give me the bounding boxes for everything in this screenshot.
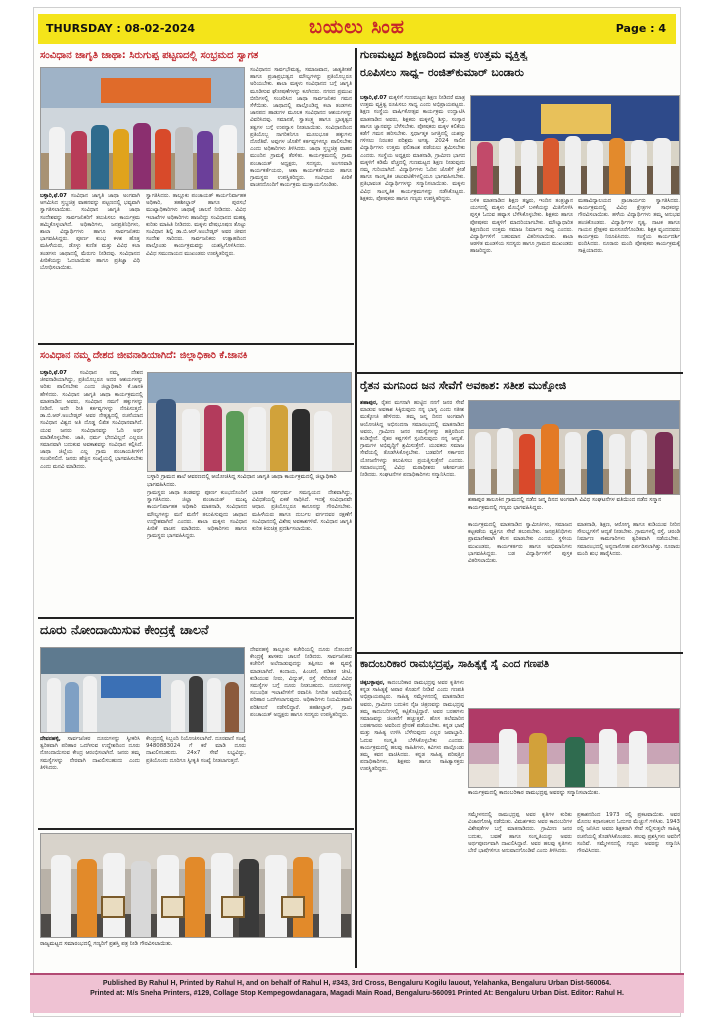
article-5-text-col-3: ದೇವನಹಳ್ಳಿ ತಾಲ್ಲೂಕು ಕಚೇರಿಯಲ್ಲಿ ದೂರು ನೋಂದಣಿ ಕೇಂದ್ರಕ್ಕೆ ಶಾಸಕರು ಚಾಲನೆ ನೀಡಿದರು. ಸಾರ್ವಜನಿಕರು ಕಚೇರಿಗೆ ಅಲೆದಾಡುವುದನ್ನು ತಪ್ಪಿಸಲು ಈ ವ್ಯವಸ್ಥೆ ಮಾಡಲಾಗಿದೆ. ಕಂದಾಯ, ಪಿಂಚಣಿ, ಪಡಿತರ ಚೀಟಿ, ಕುಡಿಯುವ ನೀರು, ವಿದ್ಯುತ್, ರಸ್ತೆ ಸೇರಿದಂತೆ ವಿವಿಧ ಸಮಸ್ಯೆಗಳ ಬಗ್ಗೆ ದೂರು ನೀಡಬಹುದು. ದೂರುಗಳನ್ನು ಸಂಬಂಧಿತ ಇಲಾಖೆಗಳಿಗೆ ರವಾನಿಸಿ ನಿಗದಿತ ಅವಧಿಯಲ್ಲಿ ಪರಿಹಾರ ಒದಗಿಸಲಾಗುವುದು. ಅಧಿಕಾರಿಗಳು ನಿಯಮಿತವಾಗಿ ಪರಿಶೀಲನೆ ನಡೆಸಲಿದ್ದಾರೆ. ತಹಶೀಲ್ದಾರ್, ಗ್ರಾಮ ಪಂಚಾಯತ್ ಅಧ್ಯಕ್ಷರು ಹಾಗೂ ಸದಸ್ಯರು ಉಪಸ್ಥಿತರಿದ್ದರು.	[250, 647, 352, 718]
article-4-photo-caption: ಶಹಾಪುರ ತಾಲೂಕಿನ ಗ್ರಾಮದಲ್ಲಿ ನಡೆದ ಜನ್ಮ ದಿನದ ಅಂಗವಾಗಿ ವಿವಿಧ ಸಂಘಟನೆಗಳ ವತಿಯಿಂದ ನಡೆದ ಸನ್ಮಾನ ಕಾರ್ಯಕ್ರಮದಲ್ಲಿ ಗಣ್ಯರು ಭಾಗವಹಿಸಿದ್ದರು.	[468, 497, 662, 511]
article-2-photo	[470, 95, 680, 195]
article-7-photo-caption: ರಾಜ್ಯಮಟ್ಟದ ಸಮಾರಂಭದಲ್ಲಿ ಗಣ್ಯರಿಗೆ ಪ್ರಶಸ್ತಿ ಪತ್ರ ನೀಡಿ ಗೌರವಿಸಲಾಯಿತು.	[40, 941, 173, 947]
article-1-text-col-2: ಸ್ವಾಗತಿಸಿದರು. ತಾಲ್ಲೂಕು ಪಂಚಾಯತ್ ಕಾರ್ಯನಿರ್ವಾಹಕ ಅಧಿಕಾರಿ, ತಹಶೀಲ್ದಾರ್ ಹಾಗೂ ಪುರಸಭೆ ಮುಖ್ಯಾಧಿಕಾರಿಗಳು ಜಾಥಾಕ್ಕೆ ಚಾಲನೆ ನೀಡಿದರು. ವಿವಿಧ ಇಲಾಖೆಗಳ ಅಧಿಕಾರಿಗಳು ಹಾಜರಿದ್ದು ಸಂವಿಧಾನದ ಮಹತ್ವ ಕುರಿತು ಮಾಹಿತಿ ನೀಡಿದರು. ಮಕ್ಕಳು ವೇಷಭೂಷಣ ತೊಟ್ಟು ಸಂವಿಧಾನ ಶಿಲ್ಪಿ ಡಾ.ಬಿ.ಆರ್.ಅಂಬೇಡ್ಕರ್ ಅವರ ಜೀವನ ಸಂದೇಶ ಸಾರಿದರು. ಸಾರ್ವಜನಿಕರು ಉತ್ಸಾಹದಿಂದ ಪಾಲ್ಗೊಂಡು ಕಾರ್ಯಕ್ರಮವನ್ನು ಯಶಸ್ವಿಗೊಳಿಸಿದರು. ವಿವಿಧ ಸಮುದಾಯದ ಮುಖಂಡರು ಉಪಸ್ಥಿತರಿದ್ದರು.	[146, 193, 246, 257]
article-6-text-col-2: ಸಮ್ಮೇಳನದಲ್ಲಿ ರಾಮಭದ್ರಪ್ಪ ಅವರ ಕೃತಿಗಳ ಕುರಿತು ವಿಚಾರಗೋಷ್ಠಿ ನಡೆಯಿತು. ವಿಮರ್ಶಕರು ಅವರ ಕಾದಂಬರಿಗಳ ವಿಶೇಷತೆಗಳ ಬಗ್ಗೆ ಮಾತನಾಡಿದರು. ಗ್ರಾಮೀಣ ಜನರ ಬದುಕು, ಬವಣೆ ಹಾಗೂ ಸಂಸ್ಕೃತಿಯನ್ನು ಅವರು ಅರ್ಥಪೂರ್ಣವಾಗಿ ದಾಖಲಿಸಿದ್ದಾರೆ. ಅವರ ಹಲವು ಕೃತಿಗಳು ಬೇರೆ ಭಾಷೆಗಳಿಗೂ ಅನುವಾದಗೊಂಡಿವೆ ಎಂದು ತಿಳಿಸಿದರು.	[468, 812, 572, 855]
article-5-photo	[40, 647, 245, 733]
masthead	[38, 14, 676, 44]
article-4-text-col-2: ಕಾರ್ಯಕ್ರಮದಲ್ಲಿ ಮಾತನಾಡಿದ ಸ್ವಾಮೀಜಿಗಳು, ಸಮಾಜದ ಕಟ್ಟಕಡೆಯ ವ್ಯಕ್ತಿಗೂ ಸೇವೆ ತಲುಪಬೇಕು. ಜನಪ್ರತಿನಿಧಿಗಳು ಪ್ರಾಮಾಣಿಕವಾಗಿ ಕೆಲಸ ಮಾಡಬೇಕು ಎಂದರು. ಸ್ಥಳೀಯ ಮುಖಂಡರು, ಕಾರ್ಯಕರ್ತರು ಹಾಗೂ ಅಭಿಮಾನಿಗಳು ಭಾಗವಹಿಸಿದ್ದರು. ಬಡ ವಿದ್ಯಾರ್ಥಿಗಳಿಗೆ ಪುಸ್ತಕ ವಿತರಿಸಲಾಯಿತು.	[468, 522, 572, 565]
article-2-text-col-1: ಬಳ್ಳಾರಿ,ಫೆ.07 ಮಕ್ಕಳಿಗೆ ಗುಣಮಟ್ಟದ ಶಿಕ್ಷಣ ನೀಡಿದರೆ ಮಾತ್ರ ಉತ್ತಮ ವ್ಯಕ್ತಿತ್ವ ರೂಪಿಸಲು ಸಾಧ್ಯ ಎಂದು ಅಭಿಪ್ರಾಯಪಟ್ಟರು. ಶಿಕ್ಷಣ ಸಂಸ್ಥೆಯ ವಾರ್ಷಿಕೋತ್ಸವ ಕಾರ್ಯಕ್ರಮ ಉದ್ಘಾಟಿಸಿ ಮಾತನಾಡಿದ ಅವರು, ಶಿಕ್ಷಕರು ಮಕ್ಕಳಲ್ಲಿ ಶಿಸ್ತು, ಸಂಸ್ಕಾರ ಹಾಗೂ ಜ್ಞಾನವನ್ನು ಬೆಳೆಸಬೇಕು. ಪೋಷಕರು ಮಕ್ಕಳ ಕಲಿಕೆಯ ಕಡೆಗೆ ಗಮನ ಹರಿಸಬೇಕು. ಸ್ಪರ್ಧಾತ್ಮಕ ಜಗತ್ತಿನಲ್ಲಿ ಯಶಸ್ಸು ಗಳಿಸಲು ನಿರಂತರ ಪರಿಶ್ರಮ ಅಗತ್ಯ. 2024 ಸಾಲಿನ ವಿದ್ಯಾರ್ಥಿಗಳು ಉತ್ತಮ ಫಲಿತಾಂಶ ಪಡೆಯಲು ಶ್ರಮಿಸಬೇಕು ಎಂದರು. ಸಂಸ್ಥೆಯ ಅಧ್ಯಕ್ಷರು ಮಾತನಾಡಿ, ಗ್ರಾಮೀಣ ಭಾಗದ ಮಕ್ಕಳಿಗೆ ಕಡಿಮೆ ವೆಚ್ಚದಲ್ಲಿ ಗುಣಮಟ್ಟದ ಶಿಕ್ಷಣ ನೀಡುವುದು ನಮ್ಮ ಗುರಿಯಾಗಿದೆ. ವಿದ್ಯಾರ್ಥಿಗಳು ಓದಿನ ಜೊತೆಗೆ ಕ್ರೀಡೆ ಹಾಗೂ ಸಾಂಸ್ಕೃತಿಕ ಚಟುವಟಿಕೆಗಳಲ್ಲಿಯೂ ಭಾಗವಹಿಸಬೇಕು. ಪ್ರತಿಭಾವಂತ ವಿದ್ಯಾರ್ಥಿಗಳನ್ನು ಸನ್ಮಾನಿಸಲಾಯಿತು. ಮಕ್ಕಳು ವಿವಿಧ ಸಾಂಸ್ಕೃತಿಕ ಕಾರ್ಯಕ್ರಮಗಳನ್ನು ನಡೆಸಿಕೊಟ್ಟರು. ಶಿಕ್ಷಕರು, ಪೋಷಕರು ಹಾಗೂ ಗಣ್ಯರು ಉಪಸ್ಥಿತರಿದ್ದರು.	[360, 95, 465, 202]
article-4-text-col-1: ಶಹಾಪುರ, ರೈತನ ಮಗನಾಗಿ ಹುಟ್ಟಿದ ನನಗೆ ಜನರ ಸೇವೆ ಮಾಡುವ ಅವಕಾಶ ಸಿಕ್ಕಿರುವುದು ನನ್ನ ಭಾಗ್ಯ ಎಂದು ಸತೀಶ ಮುಕ್ಕೋಜಿ ಹೇಳಿದರು. ತಮ್ಮ ಜನ್ಮ ದಿನದ ಅಂಗವಾಗಿ ಆಯೋಜಿಸಿದ್ದ ಅಭಿನಂದನಾ ಸಮಾರಂಭದಲ್ಲಿ ಮಾತನಾಡಿದ ಅವರು, ಗ್ರಾಮೀಣ ಜನರ ಸಮಸ್ಯೆಗಳನ್ನು ಹತ್ತಿರದಿಂದ ಕಂಡಿದ್ದೇನೆ. ರೈತರ ಕಷ್ಟಗಳಿಗೆ ಸ್ಪಂದಿಸುವುದು ನನ್ನ ಆದ್ಯತೆ. ಗ್ರಾಮಗಳ ಅಭಿವೃದ್ಧಿಗೆ ಶ್ರಮಿಸುತ್ತೇನೆ. ಯುವಕರು ಸಮಾಜ ಸೇವೆಯಲ್ಲಿ ತೊಡಗಿಸಿಕೊಳ್ಳಬೇಕು. ಬಡವರಿಗೆ ಸರ್ಕಾರದ ಯೋಜನೆಗಳನ್ನು ತಲುಪಿಸಲು ಪ್ರಯತ್ನಿಸುತ್ತೇನೆ ಎಂದರು. ಸಮಾರಂಭದಲ್ಲಿ ವಿವಿಧ ಮಠಾಧೀಶರು ಆಶೀರ್ವಚನ ನೀಡಿದರು. ಸಂಘಟನೆಗಳ ಪದಾಧಿಕಾರಿಗಳು ಸನ್ಮಾನಿಸಿದರು.	[360, 400, 464, 479]
article-2-headline-line-2: ರೂಪಿಸಲು ಸಾಧ್ಯ– ರಂಜಿತ್‌ಕುಮಾರ್ ಬಂಡಾರು	[360, 66, 524, 79]
section-divider	[38, 828, 354, 830]
section-divider	[38, 343, 354, 345]
article-4-photo	[468, 400, 680, 495]
article-6-headline: ಕಾದಂಬರಿಕಾರ ರಾಮಭದ್ರಪ್ಪ, ಸಾಹಿತ್ಯಕ್ಕೆ ಸೈ ಎಂದ ಗಣಪತಿ	[360, 658, 549, 670]
article-4-text-col-3: ಮಾತನಾಡಿ, ಶಿಕ್ಷಣ, ಆರೋಗ್ಯ ಹಾಗೂ ಕುಡಿಯುವ ನೀರಿನ ಸೌಲಭ್ಯಗಳಿಗೆ ಆದ್ಯತೆ ನೀಡಬೇಕು. ಗ್ರಾಮಗಳಲ್ಲಿ ರಸ್ತೆ, ಚರಂಡಿ ನಿರ್ಮಾಣ ಕಾಮಗಾರಿಗಳು ತ್ವರಿತವಾಗಿ ನಡೆಯಬೇಕು. ಸಮಾರಂಭದಲ್ಲಿ ಅನ್ನದಾಸೋಹ ಏರ್ಪಡಿಸಲಾಗಿತ್ತು. ನೂರಾರು ಮಂದಿ ಶುಭ ಹಾರೈಸಿದರು.	[577, 522, 680, 557]
article-2-text-col-3: ಮಹಾವಿದ್ಯಾಲಯದ ಪ್ರಾಚಾರ್ಯರು ಸ್ವಾಗತಿಸಿದರು. ಕಾರ್ಯಕ್ರಮದಲ್ಲಿ ವಿವಿಧ ಕ್ಷೇತ್ರಗಳ ಸಾಧಕರನ್ನು ಗೌರವಿಸಲಾಯಿತು. ಹಳೆಯ ವಿದ್ಯಾರ್ಥಿಗಳು ತಮ್ಮ ಅನುಭವ ಹಂಚಿಕೊಂಡರು. ವಿದ್ಯಾರ್ಥಿಗಳ ನೃತ್ಯ, ನಾಟಕ ಹಾಗೂ ಗಾಯನ ಪ್ರೇಕ್ಷಕರ ಮನಸೂರೆಗೊಂಡಿತು. ಶಿಕ್ಷಕ ವೃಂದದವರು ಕಾರ್ಯಕ್ರಮ ನಿರೂಪಿಸಿದರು. ಸಂಸ್ಥೆಯ ಕಾರ್ಯದರ್ಶಿ ವಂದಿಸಿದರು. ನೂರಾರು ಮಂದಿ ಪೋಷಕರು ಕಾರ್ಯಕ್ರಮಕ್ಕೆ ಸಾಕ್ಷಿಯಾದರು.	[578, 198, 680, 255]
column-divider	[355, 48, 357, 968]
imprint-footer	[30, 973, 684, 1013]
article-7-photo	[40, 833, 352, 938]
article-6-text-col-3: ಪ್ರಕಾಶನದಿಂದ 1973 ರಲ್ಲಿ ಪ್ರಕಟವಾಯಿತು. ಅವರ ಮೊದಲ ಕಥಾಸಂಕಲನ ಓದುಗರ ಮೆಚ್ಚುಗೆ ಗಳಿಸಿತು. 1943 ರಲ್ಲಿ ಜನಿಸಿದ ಅವರು ಶಿಕ್ಷಕರಾಗಿ ಸೇವೆ ಸಲ್ಲಿಸುತ್ತಲೇ ಸಾಹಿತ್ಯ ರಚನೆಯಲ್ಲಿ ತೊಡಗಿಸಿಕೊಂಡರು. ಹಲವು ಪ್ರಶಸ್ತಿಗಳು ಅವರಿಗೆ ಸಂದಿವೆ. ಸಮ್ಮೇಳನದಲ್ಲಿ ಗಣ್ಯರು ಅವರನ್ನು ಸನ್ಮಾನಿಸಿ ಗೌರವಿಸಿದರು.	[577, 812, 680, 855]
article-4-dateline: ಶಹಾಪುರ,	[360, 400, 378, 406]
article-1-text-col-3: ಸಂವಿಧಾನದ ಸಾರ್ವಭೌಮತ್ವ, ಸಮಾಜವಾದ, ಜಾತ್ಯತೀತತೆ ಹಾಗೂ ಪ್ರಜಾಪ್ರಭುತ್ವದ ಮೌಲ್ಯಗಳನ್ನು ಪ್ರತಿಯೊಬ್ಬರೂ ಅರಿಯಬೇಕು. ಶಾಲಾ ಮಕ್ಕಳು ಸಂವಿಧಾನದ ಬಗ್ಗೆ ಜಾಗೃತಿ ಮೂಡಿಸುವ ಘೋಷಣೆಗಳನ್ನು ಕೂಗಿದರು. ನಗರದ ಪ್ರಮುಖ ಬೀದಿಗಳಲ್ಲಿ ಸಂಚರಿಸಿದ ಜಾಥಾ ಸಾರ್ವಜನಿಕರ ಗಮನ ಸೆಳೆಯಿತು. ಜಾಥಾದಲ್ಲಿ ಪಾಲ್ಗೊಂಡಿದ್ದ ಕಲಾ ತಂಡಗಳು ಜಾನಪದ ಹಾಡುಗಳ ಮೂಲಕ ಸಂವಿಧಾನದ ಆಶಯಗಳನ್ನು ವಿವರಿಸಿದವು. ಸಮಾನತೆ, ಸ್ವಾತಂತ್ರ್ಯ ಹಾಗೂ ಭ್ರಾತೃತ್ವದ ತತ್ವಗಳ ಬಗ್ಗೆ ಉಪನ್ಯಾಸ ನೀಡಲಾಯಿತು. ಸಂವಿಧಾನದಿಂದ ಪ್ರತಿಯೊಬ್ಬ ನಾಗರಿಕನಿಗೂ ಮೂಲಭೂತ ಹಕ್ಕುಗಳು ದೊರೆತಿವೆ. ಅವುಗಳ ಜೊತೆಗೆ ಕರ್ತವ್ಯಗಳನ್ನೂ ಪಾಲಿಸಬೇಕು ಎಂದು ಅಧಿಕಾರಿಗಳು ತಿಳಿಸಿದರು. ಜಾಥಾ ಸ್ತಬ್ಧಚಿತ್ರ ವಾಹನ ಮುಂದಿನ ಗ್ರಾಮಕ್ಕೆ ತೆರಳಿತು. ಕಾರ್ಯಕ್ರಮದಲ್ಲಿ ಗ್ರಾಮ ಪಂಚಾಯತ್ ಅಧ್ಯಕ್ಷರು, ಸದಸ್ಯರು, ಅಂಗನವಾಡಿ ಕಾರ್ಯಕರ್ತೆಯರು, ಆಶಾ ಕಾರ್ಯಕರ್ತೆಯರು ಹಾಗೂ ಗ್ರಾಮಸ್ಥರು ಉಪಸ್ಥಿತರಿದ್ದರು. ಸಂವಿಧಾನ ಪೀಠಿಕೆ ವಾಚನದೊಂದಿಗೆ ಕಾರ್ಯಕ್ರಮ ಮುಕ್ತಾಯಗೊಂಡಿತು.	[250, 67, 352, 189]
article-6-dateline: ಚಿಕ್ಕಬಳ್ಳಾಪುರ,	[360, 680, 385, 686]
imprint-line-2: Printed at: M/s Sneha Printers, #129, Collage Stop Kempegowdanagara, Magadi Main Road, Bengaluru-560091 Printed At: Bengaluru Urban Dist. Editor: Rahul H.	[90, 990, 624, 997]
article-6-photo	[468, 708, 680, 788]
article-3-headline: ಸಂವಿಧಾನ ನಮ್ಮ ದೇಶದ ಜೀವನಾಡಿಯಾಗಿದೆ: ಜಿಲ್ಲಾಧಿಕಾರಿ ಕೆ.ಜಾನಕಿ	[40, 350, 248, 361]
article-2-headline-line-1: ಗುಣಮಟ್ಟದ ಶಿಕ್ಷಣದಿಂದ ಮಾತ್ರ ಉತ್ತಮ ವ್ಯಕ್ತಿತ್ವ	[360, 48, 528, 61]
article-5-headline: ದೂರು ನೋಂದಾಯಿಸುವ ಕೇಂದ್ರಕ್ಕೆ ಚಾಲನೆ	[40, 622, 209, 637]
issue-date: THURSDAY : 08-02-2024	[46, 22, 196, 35]
article-3-text-col-1: ಬಳ್ಳಾರಿ,ಫೆ.07 ಸಂವಿಧಾನ ನಮ್ಮ ದೇಶದ ಜೀವನಾಡಿಯಾಗಿದ್ದು, ಪ್ರತಿಯೊಬ್ಬರೂ ಅದರ ಆಶಯಗಳನ್ನು ಅರಿತು ಪಾಲಿಸಬೇಕು ಎಂದು ಜಿಲ್ಲಾಧಿಕಾರಿ ಕೆ.ಜಾನಕಿ ಹೇಳಿದರು. ಸಂವಿಧಾನ ಜಾಗೃತಿ ಜಾಥಾ ಕಾರ್ಯಕ್ರಮದಲ್ಲಿ ಮಾತನಾಡಿದ ಅವರು, ಸಂವಿಧಾನ ನಮಗೆ ಹಕ್ಕುಗಳನ್ನು ನೀಡಿದೆ. ಅದೇ ರೀತಿ ಕರ್ತವ್ಯಗಳನ್ನು ನೆನಪಿಸುತ್ತದೆ. ಡಾ.ಬಿ.ಆರ್.ಅಂಬೇಡ್ಕರ್ ಅವರ ನೇತೃತ್ವದಲ್ಲಿ ರಚನೆಯಾದ ಸಂವಿಧಾನ ವಿಶ್ವದ ಅತಿ ದೊಡ್ಡ ಲಿಖಿತ ಸಂವಿಧಾನವಾಗಿದೆ. ಯುವ ಜನರು ಸಂವಿಧಾನವನ್ನು ಓದಿ ಅರ್ಥ ಮಾಡಿಕೊಳ್ಳಬೇಕು. ಜಾತಿ, ಧರ್ಮ ಭೇದವಿಲ್ಲದೆ ಎಲ್ಲರೂ ಸಮಾನವಾಗಿ ಬದುಕುವ ಅವಕಾಶವನ್ನು ಸಂವಿಧಾನ ಕಲ್ಪಿಸಿದೆ. ಜಾಥಾ ಜಿಲ್ಲೆಯ ಎಲ್ಲ ಗ್ರಾಮ ಪಂಚಾಯತಿಗಳಿಗೆ ಸಂಚರಿಸಲಿದೆ. ಜನರು ಹೆಚ್ಚಿನ ಸಂಖ್ಯೆಯಲ್ಲಿ ಭಾಗವಹಿಸಬೇಕು ಎಂದು ಮನವಿ ಮಾಡಿದರು.	[40, 370, 143, 470]
article-5-dateline: ದೇವನಹಳ್ಳಿ,	[40, 736, 61, 742]
article-3-text-col-3: ಭಾರತ ಸರ್ವಧರ್ಮ ಸಮನ್ವಯದ ದೇಶವಾಗಿದ್ದು, ವಿವಿಧತೆಯಲ್ಲಿ ಏಕತೆ ಸಾಧಿಸಿದೆ. ಇದಕ್ಕೆ ಸಂವಿಧಾನವೇ ಆಧಾರ. ಪ್ರತಿಯೊಬ್ಬರೂ ಕಾನೂನನ್ನು ಗೌರವಿಸಬೇಕು. ಮಹಿಳೆಯರು ಹಾಗೂ ದುರ್ಬಲ ವರ್ಗದವರ ರಕ್ಷಣೆಗೆ ಸಂವಿಧಾನದಲ್ಲಿ ವಿಶೇಷ ಅವಕಾಶಗಳಿವೆ. ಸಂವಿಧಾನ ಜಾಗೃತಿ ಕುರಿತ ಕಿರುಚಿತ್ರ ಪ್ರದರ್ಶಿಸಲಾಯಿತು.	[252, 490, 352, 533]
article-1-dateline: ಬಳ್ಳಾರಿ,ಫೆ.07	[40, 193, 67, 199]
article-1-photo	[40, 67, 245, 190]
article-2-text-col-2: ಬಳಿಕ ಮಾತನಾಡಿದ ಶಿಕ್ಷಣ ತಜ್ಞರು, ಇಂದಿನ ತಂತ್ರಜ್ಞಾನ ಯುಗದಲ್ಲಿ ಮಕ್ಕಳು ಮೊಬೈಲ್ ಬಳಕೆಯನ್ನು ಮಿತಿಗೊಳಿಸಿ ಪುಸ್ತಕ ಓದುವ ಹವ್ಯಾಸ ಬೆಳೆಸಿಕೊಳ್ಳಬೇಕು. ಶಿಕ್ಷಕರು ಹಾಗೂ ಪೋಷಕರು ಮಕ್ಕಳಿಗೆ ಮಾದರಿಯಾಗಬೇಕು. ಮೌಲ್ಯಾಧಾರಿತ ಶಿಕ್ಷಣದಿಂದ ಉತ್ತಮ ಸಮಾಜ ನಿರ್ಮಾಣ ಸಾಧ್ಯ ಎಂದರು. ವಿದ್ಯಾರ್ಥಿಗಳಿಗೆ ಬಹುಮಾನ ವಿತರಿಸಲಾಯಿತು. ಶಾಲಾ ಆಡಳಿತ ಮಂಡಳಿಯ ಸದಸ್ಯರು ಹಾಗೂ ಗ್ರಾಮದ ಮುಖಂಡರು ಹಾಜರಿದ್ದರು.	[470, 198, 573, 255]
article-3-dateline: ಬಳ್ಳಾರಿ,ಫೆ.07	[40, 370, 67, 376]
article-1-text-col-1: ಬಳ್ಳಾರಿ,ಫೆ.07 ಸಂವಿಧಾನ ಜಾಗೃತಿ ಜಾಥಾ ಅಂಗವಾಗಿ ಆಗಮಿಸಿದ ಸ್ತಬ್ಧಚಿತ್ರ ವಾಹನವನ್ನು ಪಟ್ಟಣದಲ್ಲಿ ಭವ್ಯವಾಗಿ ಸ್ವಾಗತಿಸಲಾಯಿತು. ಸಂವಿಧಾನ ಜಾಗೃತಿ ಜಾಥಾ ಸಂದೇಶವನ್ನು ಸಾರ್ವಜನಿಕರಿಗೆ ತಲುಪಿಸಲು ಕಾರ್ಯಕ್ರಮ ಹಮ್ಮಿಕೊಳ್ಳಲಾಗಿದೆ. ಅಧಿಕಾರಿಗಳು, ಜನಪ್ರತಿನಿಧಿಗಳು, ಶಾಲಾ ವಿದ್ಯಾರ್ಥಿಗಳು ಹಾಗೂ ಸಾರ್ವಜನಿಕರು ಭಾಗವಹಿಸಿದ್ದರು. ಪೂರ್ಣ ಕುಂಭ ಕಳಶ ಹೊತ್ತ ಮಹಿಳೆಯರು, ಡೊಳ್ಳು ಕುಣಿತ ಮತ್ತು ವಿವಿಧ ಕಲಾ ತಂಡಗಳು ಜಾಥಾದಲ್ಲಿ ಮೆರುಗು ನೀಡಿದವು. ಸಂವಿಧಾನದ ಪೀಠಿಕೆಯನ್ನು ಓದಲಾಯಿತು ಹಾಗೂ ಪ್ರತಿಜ್ಞಾ ವಿಧಿ ಬೋಧಿಸಲಾಯಿತು.	[40, 193, 140, 272]
article-6-photo-caption: ಕಾರ್ಯಕ್ರಮದಲ್ಲಿ ಕಾದಂಬರಿಕಾರ ರಾಮಭದ್ರಪ್ಪ ಅವರನ್ನು ಸನ್ಮಾನಿಸಲಾಯಿತು.	[468, 790, 601, 796]
article-1-headline: ಸಂವಿಧಾನ ಜಾಗೃತಿ ಜಾಥಾ: ಸಿರುಗುಪ್ಪ ಪಟ್ಟಣದಲ್ಲಿ ಸಂಭ್ರಮದ ಸ್ವಾಗತ	[40, 50, 259, 61]
article-5-text-col-1: ದೇವನಹಳ್ಳಿ, ಸಾರ್ವಜನಿಕರ ದೂರುಗಳನ್ನು ಸ್ವೀಕರಿಸಿ ತ್ವರಿತವಾಗಿ ಪರಿಹಾರ ಒದಗಿಸುವ ಉದ್ದೇಶದಿಂದ ದೂರು ನೋಂದಾಯಿಸುವ ಕೇಂದ್ರ ಆರಂಭಿಸಲಾಗಿದೆ. ಜನರು ತಮ್ಮ ಸಮಸ್ಯೆಗಳನ್ನು ನೇರವಾಗಿ ದಾಖಲಿಸಬಹುದು ಎಂದು ತಿಳಿಸಿದರು.	[40, 736, 140, 771]
newspaper-title: ಬಯಲು ಸಿಂಹ	[309, 16, 405, 38]
section-divider	[357, 372, 683, 374]
article-3-photo	[147, 372, 352, 472]
section-divider	[38, 617, 354, 619]
page-number: Page : 4	[615, 22, 666, 35]
article-4-headline: ರೈತನ ಮಗನಿಂದ ಜನ ಸೇವೆಗೆ ಅವಕಾಶ: ಸತೀಶ ಮುಕ್ಕೋಜಿ	[360, 379, 567, 392]
article-2-dateline: ಬಳ್ಳಾರಿ,ಫೆ.07	[360, 95, 387, 101]
section-divider	[357, 652, 683, 654]
article-3-photo-caption: ಬಳ್ಳಾರಿ ಗ್ರಾಮದ ಶಾಲೆ ಆವರಣದಲ್ಲಿ ಆಯೋಜಿಸಿದ್ದ ಸಂವಿಧಾನ ಜಾಗೃತಿ ಜಾಥಾ ಕಾರ್ಯಕ್ರಮದಲ್ಲಿ ಜಿಲ್ಲಾಧಿಕಾರಿ ಭಾಗವಹಿಸಿದರು.	[147, 474, 337, 488]
article-3-text-col-2: ಗ್ರಾಮಸ್ಥರು ಜಾಥಾ ತಂಡವನ್ನು ಪೂರ್ಣ ಕುಂಭದೊಂದಿಗೆ ಸ್ವಾಗತಿಸಿದರು. ಜಿಲ್ಲಾ ಪಂಚಾಯತ್ ಮುಖ್ಯ ಕಾರ್ಯನಿರ್ವಾಹಕ ಅಧಿಕಾರಿ ಮಾತನಾಡಿ, ಸಂವಿಧಾನದ ಮೌಲ್ಯಗಳನ್ನು ಮನೆ ಮನೆಗೆ ತಲುಪಿಸುವುದು ಜಾಥಾದ ಉದ್ದೇಶವಾಗಿದೆ ಎಂದರು. ಶಾಲಾ ಮಕ್ಕಳು ಸಂವಿಧಾನ ಪೀಠಿಕೆ ವಾಚನ ಮಾಡಿದರು. ಅಧಿಕಾರಿಗಳು ಹಾಗೂ ಗ್ರಾಮಸ್ಥರು ಭಾಗವಹಿಸಿದ್ದರು.	[147, 490, 247, 540]
article-5-text-col-2: ಕೇಂದ್ರದಲ್ಲಿ ಸಿಬ್ಬಂದಿ ನಿಯೋಜಿಸಲಾಗಿದೆ. ದೂರವಾಣಿ ಸಂಖ್ಯೆ 9480883024 ಗೆ ಕರೆ ಮಾಡಿ ದೂರು ದಾಖಲಿಸಬಹುದು. 24x7 ಸೇವೆ ಲಭ್ಯವಿದ್ದು, ಪ್ರತಿಯೊಂದು ದೂರಿಗೂ ಸ್ವೀಕೃತಿ ಸಂಖ್ಯೆ ನೀಡಲಾಗುತ್ತದೆ.	[146, 736, 246, 764]
article-6-text-col-1: ಚಿಕ್ಕಬಳ್ಳಾಪುರ, ಕಾದಂಬರಿಕಾರ ರಾಮಭದ್ರಪ್ಪ ಅವರ ಕೃತಿಗಳು ಕನ್ನಡ ಸಾಹಿತ್ಯಕ್ಕೆ ಅಪಾರ ಕೊಡುಗೆ ನೀಡಿವೆ ಎಂದು ಗಣಪತಿ ಅಭಿಪ್ರಾಯಪಟ್ಟರು. ಸಾಹಿತ್ಯ ಸಮ್ಮೇಳನದಲ್ಲಿ ಮಾತನಾಡಿದ ಅವರು, ಗ್ರಾಮೀಣ ಬದುಕಿನ ನೈಜ ಚಿತ್ರಣವನ್ನು ರಾಮಭದ್ರಪ್ಪ ತಮ್ಮ ಕಾದಂಬರಿಗಳಲ್ಲಿ ಕಟ್ಟಿಕೊಟ್ಟಿದ್ದಾರೆ. ಅವರ ಬರಹಗಳು ಸಮಾಜವನ್ನು ಚಿಂತನೆಗೆ ಹಚ್ಚುತ್ತವೆ. ಹೊಸ ತಲೆಮಾರಿನ ಬರಹಗಾರರು ಅವರಿಂದ ಪ್ರೇರಣೆ ಪಡೆಯಬೇಕು. ಕನ್ನಡ ಭಾಷೆ ಮತ್ತು ಸಾಹಿತ್ಯ ಉಳಿಸಿ ಬೆಳೆಸುವುದು ಎಲ್ಲರ ಜವಾಬ್ದಾರಿ. ಓದುವ ಸಂಸ್ಕೃತಿ ಬೆಳೆಸಿಕೊಳ್ಳಬೇಕು ಎಂದರು. ಕಾರ್ಯಕ್ರಮದಲ್ಲಿ ಹಲವು ಸಾಹಿತಿಗಳು, ಕವಿಗಳು ಪಾಲ್ಗೊಂಡು ತಮ್ಮ ಕವನ ವಾಚಿಸಿದರು. ಕನ್ನಡ ಸಾಹಿತ್ಯ ಪರಿಷತ್ತಿನ ಪದಾಧಿಕಾರಿಗಳು, ಶಿಕ್ಷಕರು ಹಾಗೂ ಸಾಹಿತ್ಯಾಸಕ್ತರು ಉಪಸ್ಥಿತರಿದ್ದರು.	[360, 680, 464, 773]
imprint-line-1: Published By Rahul H, Printed by Rahul H, and on behalf of Rahul H, #343, 3rd Cross, Bengaluru Kogilu lauout, Yelahanka, Bengaluru Urban Dist-560064.	[102, 980, 612, 987]
